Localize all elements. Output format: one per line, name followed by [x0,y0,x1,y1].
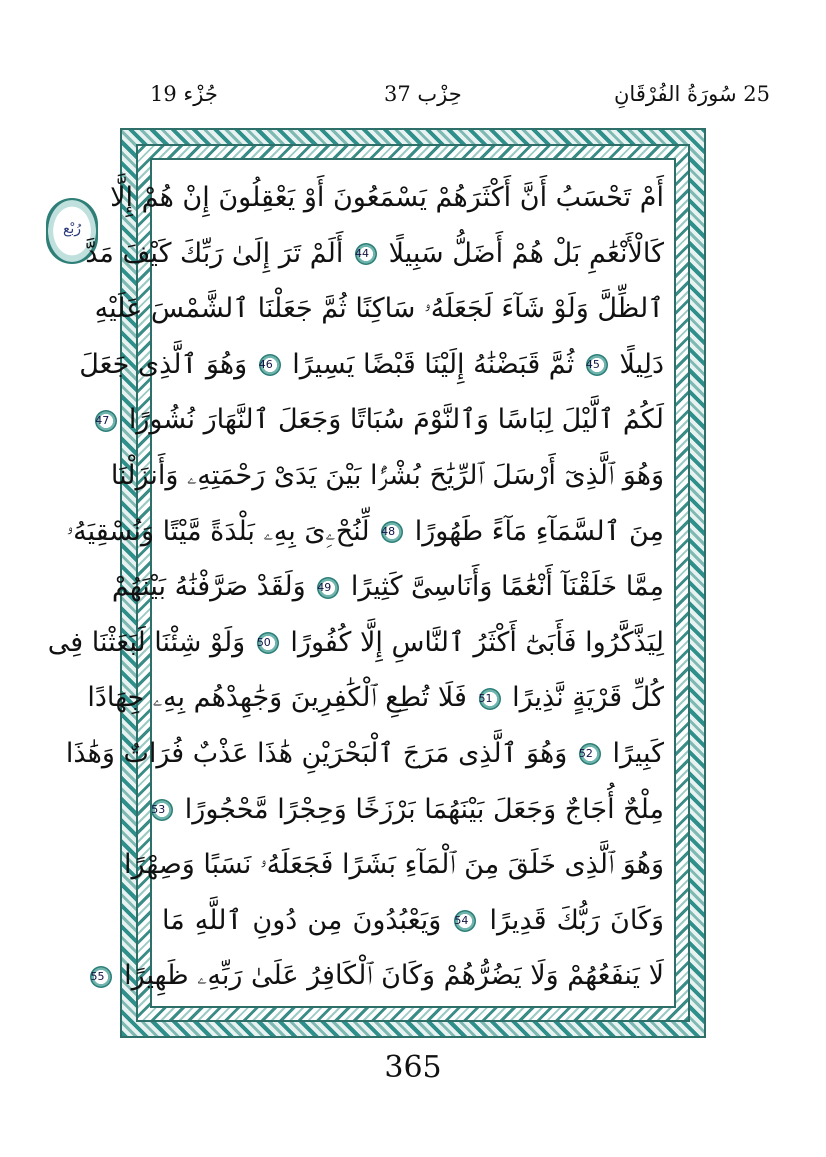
text-line [110,448,664,504]
juz-label: جُزْء 19 [150,82,218,106]
text-line [94,281,664,337]
ayah-number-icon: 51 [479,688,501,710]
verse-text: لِيَذَّكَّرُوا فَأَبَىٰٓ أَكْثَرُ ٱلنَّاسِ إِلَّا كُفُورًا [290,626,664,658]
text-line [90,948,664,1004]
ayah-number-icon: 55 [90,966,112,988]
verse-text: وَهُوَ ٱلَّذِى خَلَقَ مِنَ ٱلْمَآءِ بَشَرًا فَجَعَلَهُۥ نَسَبًا وَصِهْرًا [123,849,664,881]
verse-text: وَهُوَ ٱلَّذِى مَرَجَ ٱلْبَحْرَيْنِ هَٰذَا عَذْبٌ فُرَاتٌ وَهَٰذَا [65,737,568,769]
ayah-number-icon: 44 [355,243,377,265]
verse-text: ٱلظِّلَّ وَلَوْ شَآءَ لَجَعَلَهُۥ سَاكِنًا ثُمَّ جَعَلْنَا ٱلشَّمْسَ عَلَيْهِ [94,293,664,325]
ayah-number-icon: 48 [381,521,403,543]
verse-text: لَكُمُ ٱلَّيْلَ لِبَاسًا وَٱلنَّوْمَ سُبَاتًا وَجَعَلَ ٱلنَّهَارَ نُشُورًا [128,404,664,436]
text-line [111,559,664,615]
text-line [162,893,664,949]
text-line [110,170,664,226]
rub-marker-icon: رُبْع [46,198,98,264]
verse-text: فَلَا تُطِعِ ٱلْكَٰفِرِينَ وَجَٰهِدْهُم بِهِۦ جِهَادًا [87,682,467,714]
verse-text: كُلِّ قَرْيَةٍ نَّذِيرًا [512,682,664,714]
verse-text: لِّنُحْۦِىَ بِهِۦ بَلْدَةً مَّيْتًا وَنُسْقِيَهُۥ [66,515,370,547]
page-header [0,82,826,118]
ayah-number-icon: 49 [317,577,339,599]
ayah-number-icon: 50 [257,632,279,654]
text-line [85,226,664,282]
ayah-number-icon: 47 [95,410,117,432]
verse-text: كَالْأَنْعَٰمِ بَلْ هُمْ أَضَلُّ سَبِيلًا [388,237,664,269]
verse-text: لَا يَنفَعُهُمْ وَلَا يَضُرُّهُمْ وَكَانَ ٱلْكَافِرُ عَلَىٰ رَبِّهِۦ ظَهِيرًا [124,960,664,992]
verse-text: وَيَعْبُدُونَ مِن دُونِ ٱللَّهِ مَا [162,904,442,936]
text-line [95,392,664,448]
text-line [47,615,664,671]
verse-text: وَكَانَ رَبُّكَ قَدِيرًا [489,904,665,936]
text-line [123,837,664,893]
verse-text: وَلَوْ شِئْنَا لَبَعَثْنَا فِى [47,626,246,658]
ayah-number-icon: 53 [151,799,173,821]
verse-text: وَهُوَ ٱلَّذِىٓ أَرْسَلَ ٱلرِّيَٰحَ بُشْرًۢا بَيْنَ يَدَىْ رَحْمَتِهِۦ وَأَنزَلْنَا [110,459,664,491]
hizb-label: حِزْب 37 [384,82,462,106]
verse-text: وَهُوَ ٱلَّذِى جَعَلَ [79,348,248,380]
verse-text: كَبِيرًا [612,737,664,769]
text-line [87,670,664,726]
text-line [79,337,664,393]
verse-text: ثُمَّ قَبَضْنَٰهُ إِلَيْنَا قَبْضًا يَسِيرًا [292,348,575,380]
ayah-number-icon: 52 [579,743,601,765]
verse-text: دَلِيلًا [619,348,664,380]
ayah-number-icon: 54 [454,910,476,932]
verse-text: مِمَّا خَلَقْنَآ أَنْعَٰمًا وَأَنَاسِىَّ كَثِيرًا [350,571,664,603]
verse-text: وَلَقَدْ صَرَّفْنَٰهُ بَيْنَهُمْ [111,571,306,603]
text-line [151,782,664,838]
verse-text: مِنَ ٱلسَّمَآءِ مَآءً طَهُورًا [414,515,664,547]
ayah-number-icon: 46 [259,354,281,376]
ayah-number-icon: 45 [586,354,608,376]
text-line [66,504,664,560]
text-line [65,726,664,782]
page-number: 365 [384,1050,442,1085]
verse-text: مِلْحٌ أُجَاجٌ وَجَعَلَ بَيْنَهُمَا بَرْزَخًا وَحِجْرًا مَّحْجُورًا [184,793,664,825]
surah-label: 25 سُورَةُ الفُرْقَانِ [614,82,770,106]
verse-text: أَلَمْ تَرَ إِلَىٰ رَبِّكَ كَيْفَ مَدَّ [85,237,344,269]
verse-text: أَمْ تَحْسَبُ أَنَّ أَكْثَرَهُمْ يَسْمَعُونَ أَوْ يَعْقِلُونَ إِنْ هُمْ إِلَّا [110,182,664,213]
